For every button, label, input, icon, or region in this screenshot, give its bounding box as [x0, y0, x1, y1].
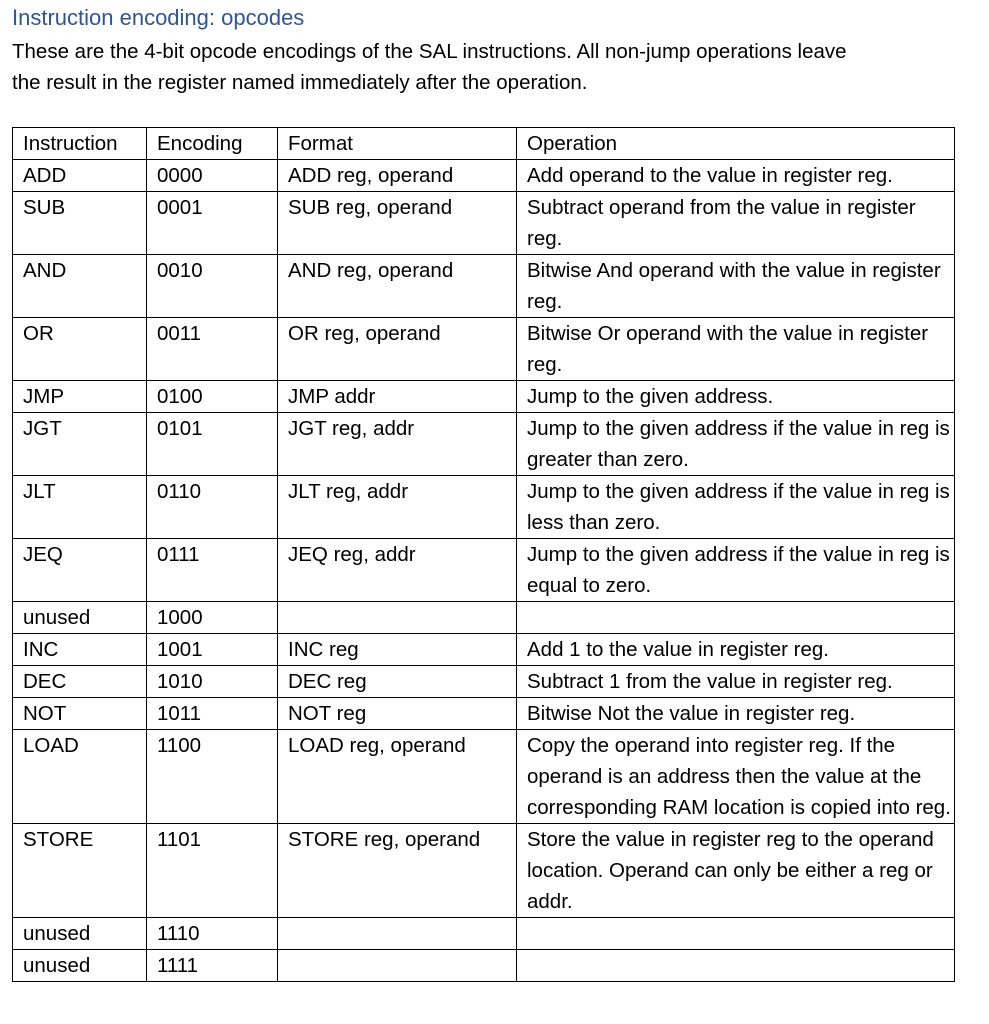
- intro-line-2: the result in the register named immediately after the operation.: [12, 71, 588, 94]
- cell-encoding: 0011: [147, 318, 278, 381]
- cell-encoding: 0010: [147, 255, 278, 318]
- cell-encoding: 0111: [147, 539, 278, 602]
- section-heading: Instruction encoding: opcodes: [12, 5, 305, 30]
- cell-instruction: unused: [13, 918, 147, 950]
- header-encoding: Encoding: [147, 128, 278, 160]
- cell-instruction: OR: [13, 318, 147, 381]
- cell-operation: Bitwise Not the value in register reg.: [517, 698, 955, 730]
- cell-operation: Jump to the given address if the value in reg is greater than zero.: [517, 413, 955, 476]
- cell-instruction: LOAD: [13, 730, 147, 824]
- cell-format: JLT reg, addr: [278, 476, 517, 539]
- table-row: [13, 666, 955, 698]
- cell-format: STORE reg, operand: [278, 824, 517, 918]
- cell-operation: Jump to the given address if the value in reg is less than zero.: [517, 476, 955, 539]
- cell-operation: Jump to the given address if the value in reg is equal to zero.: [517, 539, 955, 602]
- cell-encoding: 0001: [147, 192, 278, 255]
- cell-format: LOAD reg, operand: [278, 730, 517, 824]
- cell-encoding: 1110: [147, 918, 278, 950]
- cell-operation: Store the value in register reg to the operand location. Operand can only be either a reg or addr.: [517, 824, 955, 918]
- table-row: [13, 634, 955, 666]
- cell-format: DEC reg: [278, 666, 517, 698]
- cell-instruction: JLT: [13, 476, 147, 539]
- opcode-table-body: [13, 160, 955, 982]
- cell-instruction: SUB: [13, 192, 147, 255]
- table-row: [13, 918, 955, 950]
- cell-encoding: 0110: [147, 476, 278, 539]
- cell-operation: Jump to the given address.: [517, 381, 955, 413]
- cell-operation: [517, 918, 955, 950]
- cell-operation: Bitwise Or operand with the value in register reg.: [517, 318, 955, 381]
- cell-encoding: 0000: [147, 160, 278, 192]
- table-header-row: [13, 128, 955, 160]
- cell-operation: [517, 950, 955, 982]
- table-row: [13, 539, 955, 602]
- cell-instruction: ADD: [13, 160, 147, 192]
- cell-operation: Copy the operand into register reg. If the operand is an address then the value at the corresponding RAM location is copied into reg.: [517, 730, 955, 824]
- cell-format: [278, 918, 517, 950]
- opcode-table: [12, 127, 955, 982]
- cell-instruction: unused: [13, 950, 147, 982]
- table-row: [13, 318, 955, 381]
- intro-line-1: These are the 4-bit opcode encodings of the SAL instructions. All non-jump operations leave: [12, 40, 847, 63]
- header-operation: Operation: [517, 128, 955, 160]
- cell-encoding: 1111: [147, 950, 278, 982]
- cell-instruction: JMP: [13, 381, 147, 413]
- cell-format: JEQ reg, addr: [278, 539, 517, 602]
- table-row: [13, 160, 955, 192]
- cell-instruction: JEQ: [13, 539, 147, 602]
- table-row: [13, 730, 955, 824]
- cell-operation: Add operand to the value in register reg.: [517, 160, 955, 192]
- cell-instruction: JGT: [13, 413, 147, 476]
- cell-format: OR reg, operand: [278, 318, 517, 381]
- cell-operation: Subtract operand from the value in register reg.: [517, 192, 955, 255]
- cell-encoding: 1101: [147, 824, 278, 918]
- cell-format: JMP addr: [278, 381, 517, 413]
- cell-instruction: NOT: [13, 698, 147, 730]
- cell-instruction: DEC: [13, 666, 147, 698]
- table-row: [13, 192, 955, 255]
- table-row: [13, 824, 955, 918]
- cell-encoding: 0100: [147, 381, 278, 413]
- cell-format: [278, 950, 517, 982]
- cell-encoding: 0101: [147, 413, 278, 476]
- table-row: [13, 413, 955, 476]
- cell-operation: Bitwise And operand with the value in register reg.: [517, 255, 955, 318]
- table-row: [13, 698, 955, 730]
- intro-paragraph: [12, 36, 977, 98]
- cell-encoding: 1001: [147, 634, 278, 666]
- cell-operation: [517, 602, 955, 634]
- header-instruction: Instruction: [13, 128, 147, 160]
- cell-format: NOT reg: [278, 698, 517, 730]
- cell-operation: Add 1 to the value in register reg.: [517, 634, 955, 666]
- cell-format: INC reg: [278, 634, 517, 666]
- cell-instruction: unused: [13, 602, 147, 634]
- cell-instruction: AND: [13, 255, 147, 318]
- cell-encoding: 1100: [147, 730, 278, 824]
- table-row: [13, 381, 955, 413]
- cell-instruction: INC: [13, 634, 147, 666]
- cell-operation: Subtract 1 from the value in register reg.: [517, 666, 955, 698]
- table-row: [13, 476, 955, 539]
- cell-format: [278, 602, 517, 634]
- cell-format: ADD reg, operand: [278, 160, 517, 192]
- header-format: Format: [278, 128, 517, 160]
- cell-instruction: STORE: [13, 824, 147, 918]
- cell-encoding: 1000: [147, 602, 278, 634]
- table-row: [13, 950, 955, 982]
- cell-format: AND reg, operand: [278, 255, 517, 318]
- cell-format: SUB reg, operand: [278, 192, 517, 255]
- cell-encoding: 1011: [147, 698, 278, 730]
- table-row: [13, 602, 955, 634]
- cell-format: JGT reg, addr: [278, 413, 517, 476]
- table-row: [13, 255, 955, 318]
- cell-encoding: 1010: [147, 666, 278, 698]
